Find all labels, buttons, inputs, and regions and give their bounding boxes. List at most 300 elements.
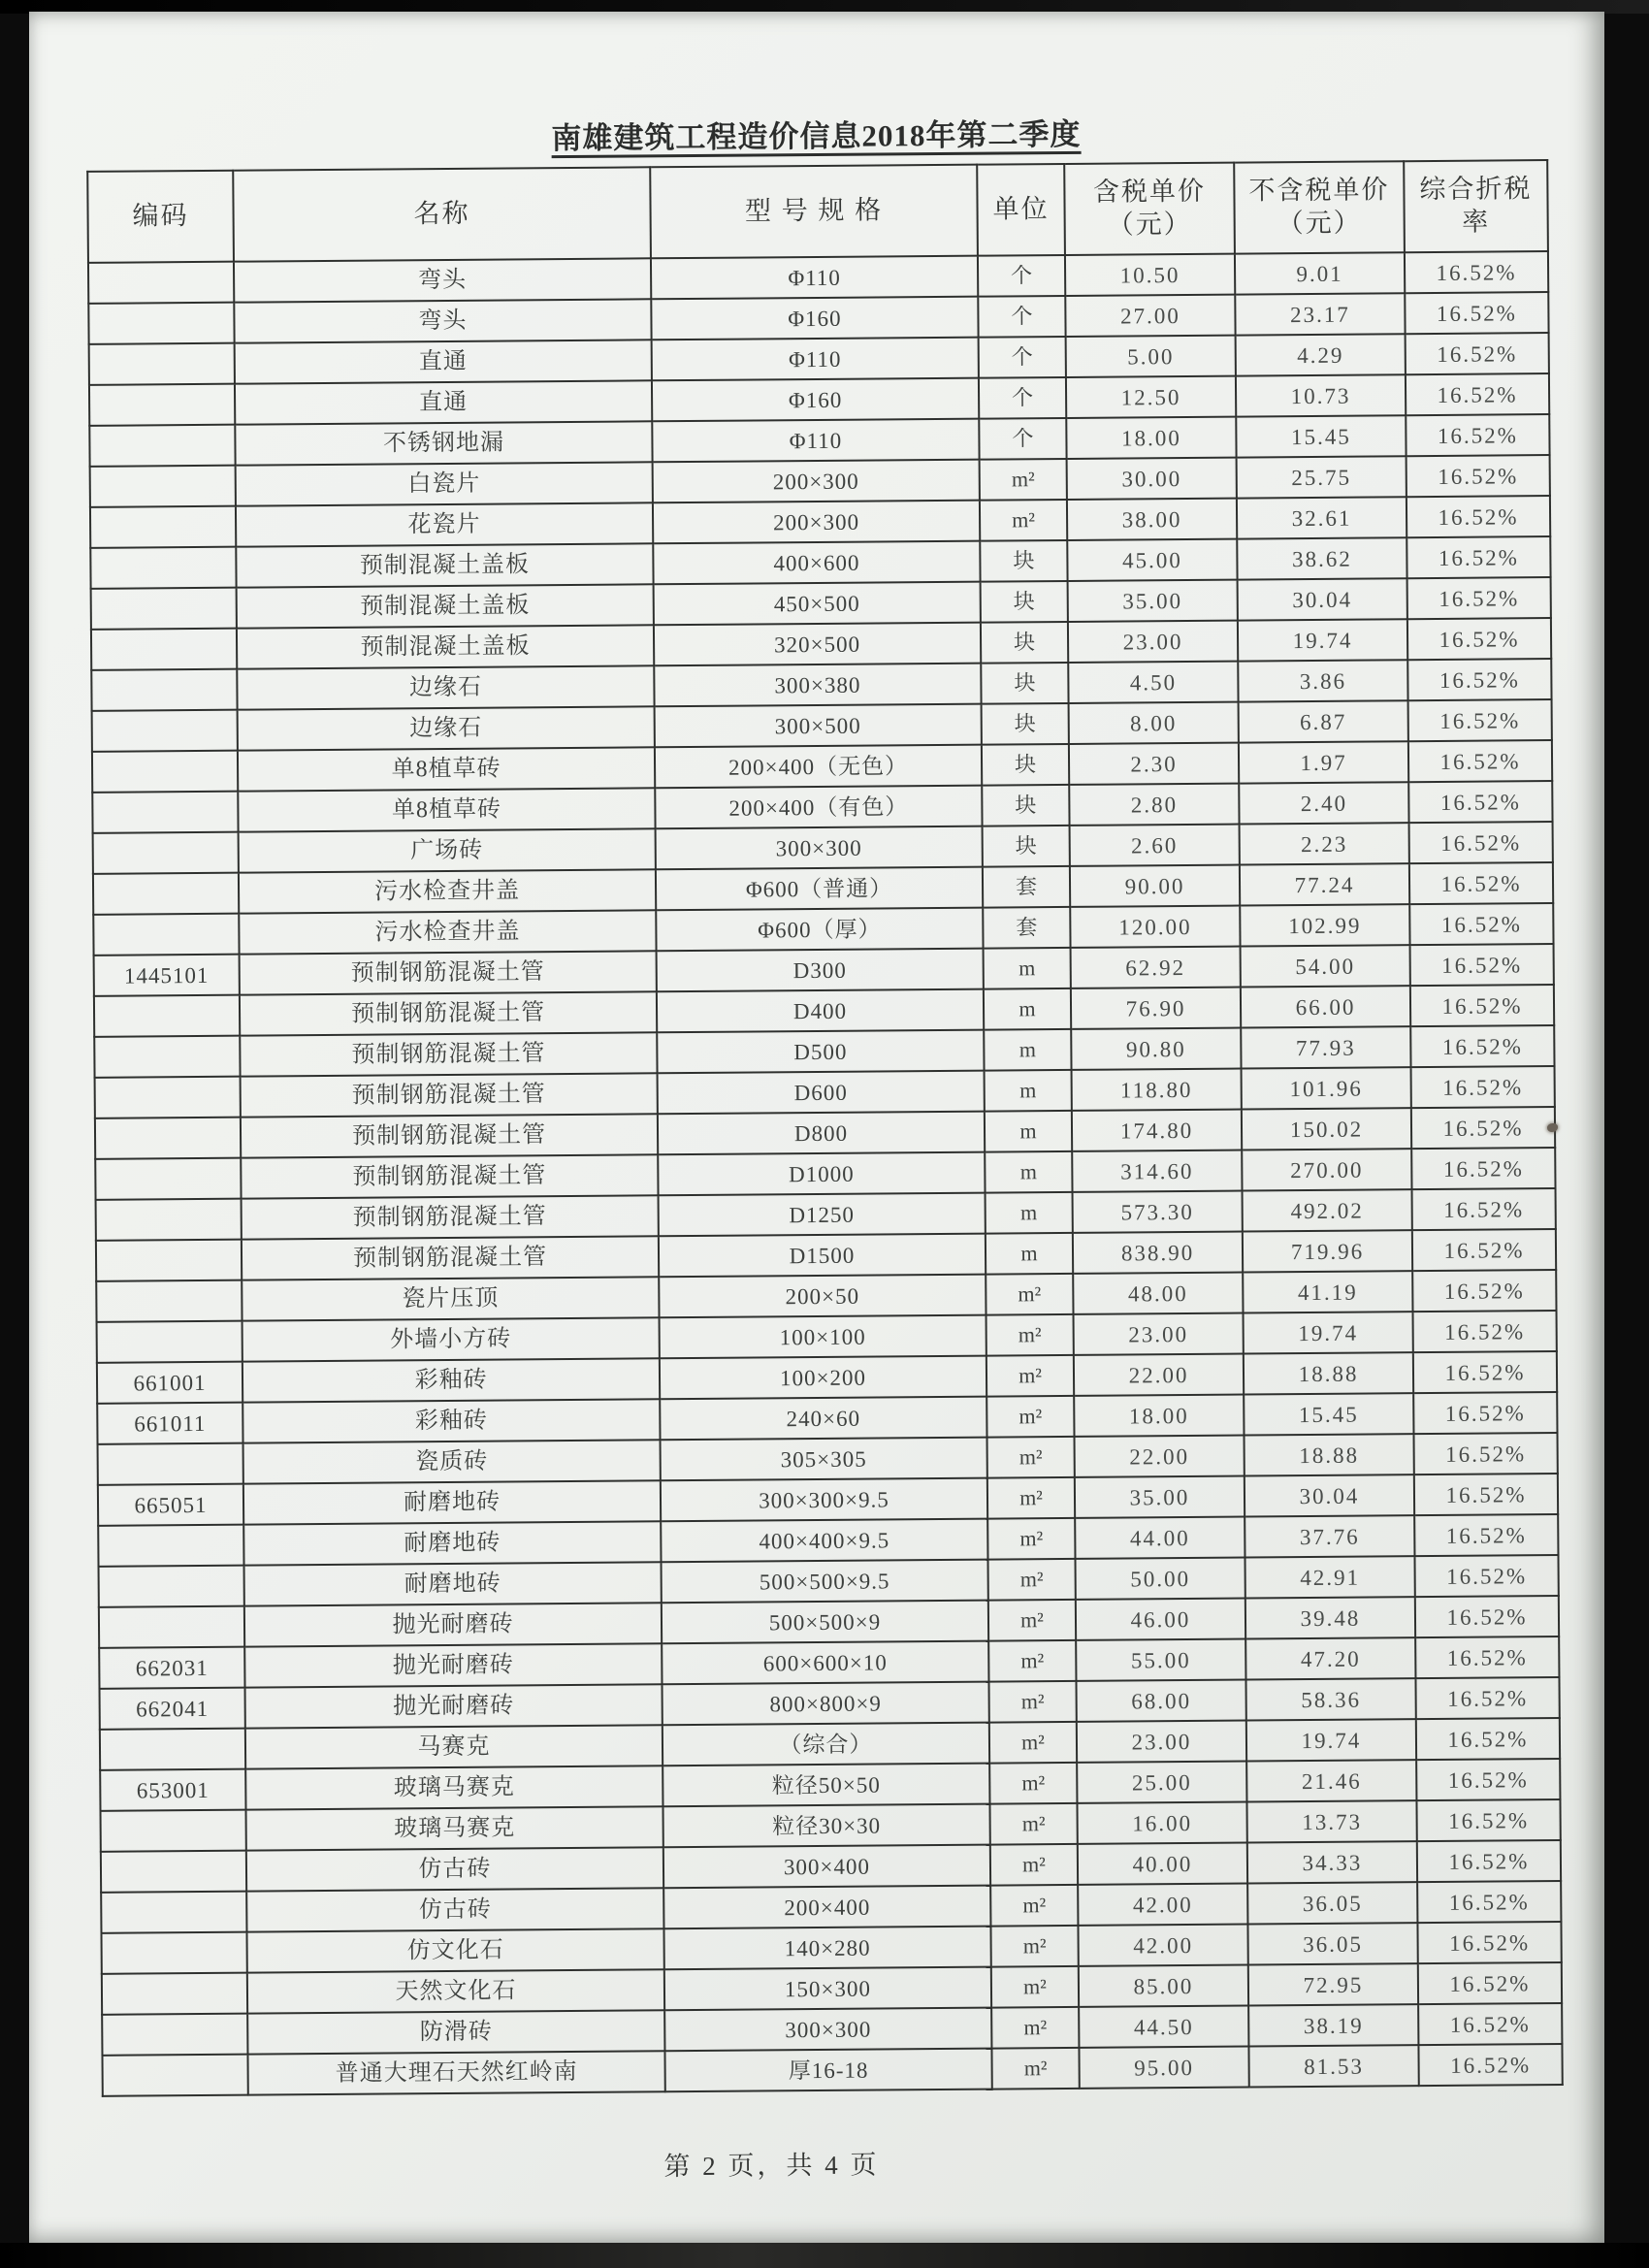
cell-tax-rate: 16.52%	[1417, 1881, 1561, 1923]
cell-price-incl-tax: 50.00	[1075, 1558, 1245, 1600]
cell-unit: 块	[981, 622, 1068, 664]
cell-spec: 240×60	[660, 1397, 986, 1441]
cell-unit: m²	[986, 1274, 1073, 1315]
cell-name: 仿古砖	[246, 1888, 663, 1931]
cell-code: 1445101	[94, 955, 240, 996]
cell-name: 预制钢筋混凝土管	[242, 1195, 659, 1239]
cell-price-excl-tax: 30.04	[1238, 578, 1407, 620]
cell-price-excl-tax: 21.46	[1246, 1760, 1416, 1801]
cell-tax-rate: 16.52%	[1405, 251, 1548, 293]
cell-spec: 300×380	[654, 664, 981, 707]
cell-price-excl-tax: 23.17	[1235, 293, 1405, 335]
cell-spec: （综合）	[663, 1723, 989, 1766]
cell-code	[101, 1851, 246, 1893]
cell-price-incl-tax: 48.00	[1073, 1273, 1243, 1314]
cell-tax-rate: 16.52%	[1413, 1351, 1557, 1393]
cell-unit: m²	[987, 1437, 1075, 1478]
cell-price-incl-tax: 68.00	[1076, 1680, 1245, 1722]
cell-spec: Φ600（普通）	[656, 867, 983, 911]
price-info-table	[86, 159, 1564, 2097]
cell-name: 边缘石	[238, 706, 655, 750]
cell-price-excl-tax: 32.61	[1237, 497, 1406, 538]
cell-name: 预制钢筋混凝土管	[240, 1032, 657, 1076]
cell-tax-rate: 16.52%	[1406, 455, 1550, 497]
cell-tax-rate: 16.52%	[1415, 1636, 1559, 1678]
cell-name: 耐磨地砖	[244, 1562, 662, 1605]
cell-unit: m	[985, 1070, 1072, 1112]
cell-spec: 100×200	[660, 1356, 986, 1400]
cell-name: 防滑砖	[247, 2010, 664, 2054]
cell-price-excl-tax: 492.02	[1243, 1189, 1412, 1231]
cell-spec: D600	[658, 1071, 985, 1115]
cell-tax-rate: 16.52%	[1406, 496, 1550, 537]
cell-code	[91, 629, 237, 670]
cell-tax-rate: 16.52%	[1406, 333, 1549, 374]
cell-code: 661001	[97, 1362, 242, 1404]
cell-unit: m²	[989, 1763, 1077, 1804]
cell-spec: 300×400	[663, 1845, 990, 1889]
cell-tax-rate: 16.52%	[1409, 903, 1553, 945]
cell-price-excl-tax: 39.48	[1245, 1597, 1415, 1638]
cell-price-incl-tax: 30.00	[1067, 458, 1237, 500]
cell-name: 不锈钢地漏	[235, 421, 652, 465]
cell-name: 预制钢筋混凝土管	[241, 1073, 658, 1117]
cell-name: 预制钢筋混凝土管	[241, 1154, 658, 1198]
cell-code	[96, 1240, 242, 1281]
cell-price-excl-tax: 36.05	[1247, 1923, 1417, 1964]
cell-name: 马赛克	[245, 1725, 663, 1768]
cell-tax-rate: 16.52%	[1406, 373, 1549, 415]
cell-price-incl-tax: 46.00	[1076, 1599, 1245, 1640]
cell-tax-rate: 16.52%	[1406, 536, 1550, 578]
cell-name: 普通大理石天然红岭南	[247, 2051, 664, 2094]
cell-code	[89, 425, 235, 467]
page-title: 南雄建筑工程造价信息2018年第二季度	[551, 116, 1082, 156]
cell-name: 玻璃马赛克	[246, 1806, 663, 1850]
cell-price-excl-tax: 42.91	[1245, 1556, 1414, 1598]
cell-price-excl-tax: 719.96	[1243, 1230, 1412, 1272]
cell-tax-rate: 16.52%	[1418, 1962, 1562, 2004]
cell-unit: m	[986, 1233, 1073, 1275]
cell-tax-rate: 16.52%	[1417, 1840, 1561, 1882]
cell-spec: 300×300	[664, 2008, 991, 2052]
header-price-incl-tax: 含税单价 （元）	[1064, 163, 1235, 255]
cell-code	[90, 466, 236, 507]
cell-unit: m²	[989, 1722, 1077, 1764]
cell-name: 彩釉砖	[242, 1358, 660, 1402]
cell-price-incl-tax: 35.00	[1075, 1476, 1245, 1518]
cell-tax-rate: 16.52%	[1406, 414, 1549, 456]
cell-price-incl-tax: 76.90	[1071, 988, 1241, 1029]
cell-tax-rate: 16.52%	[1414, 1474, 1558, 1515]
cell-price-excl-tax: 36.05	[1247, 1882, 1417, 1924]
cell-unit: m²	[990, 1844, 1078, 1886]
cell-spec: 300×300	[656, 826, 983, 870]
cell-code	[91, 588, 237, 630]
cell-spec: 500×500×9	[662, 1601, 988, 1644]
cell-spec: 厚16-18	[664, 2049, 991, 2092]
cell-code	[97, 1321, 242, 1363]
cell-code: 661011	[97, 1403, 242, 1444]
cell-name: 玻璃马赛克	[245, 1766, 663, 1809]
cell-tax-rate: 16.52%	[1408, 781, 1552, 823]
cell-spec: 200×400（无色）	[655, 745, 982, 789]
cell-spec: D400	[657, 989, 984, 1033]
cell-price-excl-tax: 3.86	[1238, 660, 1407, 701]
cell-spec: Φ110	[652, 338, 979, 381]
cell-spec: 300×500	[655, 704, 982, 748]
cell-name: 抛光耐磨砖	[244, 1603, 662, 1646]
cell-tax-rate: 16.52%	[1409, 822, 1553, 863]
cell-unit: m²	[986, 1355, 1074, 1397]
cell-price-excl-tax: 18.88	[1244, 1434, 1413, 1475]
cell-tax-rate: 16.52%	[1418, 2003, 1562, 2045]
cell-price-incl-tax: 2.80	[1069, 784, 1239, 826]
cell-price-incl-tax: 16.00	[1077, 1802, 1246, 1844]
cell-name: 单8植草砖	[238, 788, 655, 831]
cell-name: 白瓷片	[236, 462, 653, 505]
cell-tax-rate: 16.52%	[1412, 1229, 1556, 1271]
cell-tax-rate: 16.52%	[1411, 1066, 1555, 1108]
cell-code	[95, 1077, 241, 1118]
cell-tax-rate: 16.52%	[1414, 1555, 1558, 1597]
cell-price-incl-tax: 174.80	[1072, 1110, 1242, 1151]
cell-code	[93, 873, 239, 915]
cell-code	[101, 1892, 246, 1933]
cell-price-excl-tax: 19.74	[1246, 1719, 1416, 1761]
cell-spec: 200×400	[663, 1886, 990, 1929]
cell-code	[94, 1036, 240, 1078]
header-code: 编码	[87, 171, 234, 263]
cell-tax-rate: 16.52%	[1408, 740, 1552, 782]
cell-code	[102, 1973, 247, 2015]
cell-price-incl-tax: 120.00	[1070, 906, 1240, 948]
cell-tax-rate: 16.52%	[1411, 1148, 1555, 1189]
cell-price-incl-tax: 44.50	[1079, 2006, 1248, 2048]
cell-tax-rate: 16.52%	[1410, 985, 1554, 1026]
cell-name: 弯头	[234, 299, 651, 342]
cell-name: 预制钢筋混凝土管	[241, 1114, 658, 1157]
cell-name: 抛光耐磨砖	[245, 1684, 663, 1728]
cell-code	[91, 669, 237, 711]
cell-price-incl-tax: 27.00	[1065, 295, 1235, 337]
cell-code	[92, 751, 238, 793]
cell-tax-rate: 16.52%	[1415, 1677, 1559, 1719]
cell-unit: 块	[981, 581, 1068, 623]
cell-spec: Φ110	[651, 256, 978, 300]
cell-price-incl-tax: 38.00	[1067, 499, 1237, 540]
cell-code	[102, 2055, 247, 2096]
cell-unit: m	[985, 1111, 1072, 1152]
table-header	[87, 160, 1548, 263]
cell-unit: m²	[991, 2007, 1079, 2049]
cell-unit: m²	[988, 1640, 1076, 1682]
cell-tax-rate: 16.52%	[1415, 1596, 1559, 1637]
cell-price-incl-tax: 40.00	[1078, 1843, 1247, 1885]
cell-unit: m²	[989, 1803, 1077, 1845]
cell-spec: 200×50	[659, 1275, 986, 1318]
cell-unit: 块	[981, 663, 1068, 704]
cell-name: 广场砖	[239, 828, 656, 872]
cell-tax-rate: 16.52%	[1407, 618, 1551, 660]
cell-spec: 300×300×9.5	[661, 1478, 987, 1522]
cell-spec: 粒径30×30	[663, 1804, 989, 1848]
cell-price-incl-tax: 45.00	[1067, 539, 1237, 581]
cell-spec: 140×280	[663, 1927, 990, 1970]
cell-spec: Φ600（厚）	[656, 908, 983, 952]
cell-name: 直通	[235, 380, 652, 424]
cell-tax-rate: 16.52%	[1405, 292, 1548, 334]
cell-spec: Φ160	[652, 378, 979, 422]
cell-price-incl-tax: 4.50	[1068, 662, 1238, 703]
cell-code	[101, 1810, 246, 1852]
cell-name: 预制钢筋混凝土管	[240, 951, 657, 994]
cell-unit: m	[984, 988, 1071, 1030]
cell-price-excl-tax: 77.24	[1240, 863, 1409, 905]
cell-unit: m²	[980, 459, 1067, 501]
cell-unit: 套	[983, 907, 1070, 949]
cell-price-excl-tax: 34.33	[1247, 1841, 1417, 1883]
cell-code	[99, 1566, 244, 1607]
cell-unit: m²	[988, 1681, 1076, 1723]
cell-price-excl-tax: 37.76	[1245, 1515, 1414, 1557]
cell-price-excl-tax: 10.73	[1236, 374, 1406, 416]
cell-price-incl-tax: 25.00	[1077, 1762, 1246, 1803]
cell-name: 仿文化石	[246, 1928, 663, 1972]
cell-price-excl-tax: 101.96	[1242, 1067, 1411, 1109]
cell-price-incl-tax: 10.50	[1065, 254, 1235, 296]
cell-price-incl-tax: 44.00	[1075, 1517, 1245, 1559]
cell-code	[98, 1443, 243, 1485]
cell-spec: 200×300	[653, 501, 980, 544]
cell-price-excl-tax: 6.87	[1239, 700, 1408, 742]
cell-tax-rate: 16.52%	[1409, 862, 1553, 904]
cell-name: 瓷质砖	[243, 1440, 661, 1483]
cell-name: 天然文化石	[247, 1969, 664, 2013]
header-unit: 单位	[977, 164, 1065, 256]
table-body	[88, 251, 1563, 2096]
cell-code	[88, 262, 234, 304]
cell-price-excl-tax: 150.02	[1242, 1108, 1411, 1150]
cell-price-incl-tax: 90.80	[1071, 1028, 1241, 1070]
cell-price-excl-tax: 25.75	[1237, 456, 1406, 498]
cell-tax-rate: 16.52%	[1407, 659, 1551, 700]
cell-code	[93, 832, 239, 874]
cell-unit: m²	[991, 1966, 1079, 2008]
cell-name: 单8植草砖	[238, 747, 655, 791]
header-tax-rate: 综合折税 率	[1404, 160, 1548, 252]
cell-code	[89, 343, 235, 385]
cell-unit: 套	[983, 866, 1070, 908]
cell-name: 预制钢筋混凝土管	[240, 991, 657, 1035]
cell-price-incl-tax: 85.00	[1079, 1965, 1248, 2007]
cell-tax-rate: 16.52%	[1407, 577, 1551, 619]
cell-price-incl-tax: 18.00	[1066, 417, 1236, 459]
paper-page	[29, 12, 1604, 2245]
cell-price-incl-tax: 62.92	[1071, 947, 1241, 988]
cell-code: 662031	[99, 1647, 244, 1689]
cell-tax-rate: 16.52%	[1414, 1514, 1558, 1556]
cell-unit: m²	[987, 1518, 1075, 1560]
cell-unit: m²	[980, 500, 1067, 541]
cell-spec: 200×300	[653, 460, 980, 503]
cell-unit: 个	[979, 377, 1066, 419]
cell-code	[92, 710, 238, 752]
cell-tax-rate: 16.52%	[1408, 699, 1552, 741]
page-content	[20, 6, 1613, 2252]
cell-tax-rate: 16.52%	[1418, 2044, 1562, 2086]
cell-tax-rate: 16.52%	[1413, 1392, 1557, 1434]
cell-price-incl-tax: 573.30	[1073, 1191, 1243, 1233]
header-price-excl-tax: 不含税单价 （元）	[1234, 161, 1405, 253]
cell-code	[89, 384, 235, 426]
cell-price-excl-tax: 66.00	[1241, 986, 1410, 1027]
cell-name: 瓷片压顶	[242, 1277, 659, 1320]
cell-price-excl-tax: 13.73	[1246, 1800, 1416, 1842]
cell-price-incl-tax: 22.00	[1075, 1436, 1245, 1477]
cell-price-excl-tax: 270.00	[1242, 1149, 1411, 1190]
cell-unit: 个	[979, 418, 1066, 460]
cell-price-excl-tax: 54.00	[1241, 945, 1410, 987]
cell-price-excl-tax: 77.93	[1241, 1026, 1410, 1068]
cell-name: 耐磨地砖	[243, 1521, 661, 1565]
cell-price-incl-tax: 18.00	[1074, 1395, 1244, 1437]
cell-spec: 320×500	[654, 623, 981, 666]
cell-tax-rate: 16.52%	[1410, 944, 1554, 986]
cell-tax-rate: 16.52%	[1413, 1433, 1557, 1474]
cell-price-incl-tax: 838.90	[1073, 1232, 1243, 1274]
cell-tax-rate: 16.52%	[1412, 1270, 1556, 1312]
cell-spec: Φ160	[651, 297, 978, 340]
cell-code	[90, 547, 236, 589]
cell-name: 花瓷片	[236, 502, 653, 546]
header-name: 名称	[233, 167, 651, 261]
cell-spec: 500×500×9.5	[662, 1560, 988, 1604]
cell-code	[100, 1729, 245, 1770]
cell-code	[95, 1158, 241, 1200]
cell-name: 耐磨地砖	[243, 1480, 661, 1524]
cell-spec: 200×400（有色）	[655, 786, 982, 829]
cell-price-incl-tax: 42.00	[1078, 1884, 1247, 1926]
cell-price-excl-tax: 19.74	[1238, 619, 1407, 661]
cell-unit: 块	[982, 744, 1069, 786]
cell-unit: m²	[988, 1600, 1076, 1641]
cell-unit: 个	[978, 255, 1065, 297]
cell-code	[101, 1932, 246, 1974]
cell-spec: D800	[658, 1112, 985, 1155]
cell-code	[98, 1525, 243, 1567]
cell-spec: D500	[657, 1030, 984, 1074]
cell-spec: 450×500	[654, 582, 981, 626]
cell-code	[96, 1280, 242, 1322]
cell-unit: m	[984, 948, 1071, 989]
cell-spec: 粒径50×50	[663, 1764, 989, 1807]
cell-price-incl-tax: 23.00	[1068, 621, 1238, 663]
cell-price-incl-tax: 2.30	[1069, 743, 1239, 785]
cell-unit: m²	[990, 1926, 1078, 1967]
cell-price-excl-tax: 19.74	[1244, 1312, 1413, 1353]
cell-price-excl-tax: 38.62	[1237, 537, 1406, 579]
cell-unit: m²	[990, 1885, 1078, 1927]
cell-price-incl-tax: 5.00	[1066, 336, 1236, 377]
cell-tax-rate: 16.52%	[1417, 1922, 1561, 1963]
cell-spec: 400×600	[653, 541, 980, 585]
cell-price-excl-tax: 9.01	[1235, 252, 1405, 294]
cell-price-excl-tax: 30.04	[1245, 1474, 1414, 1516]
cell-name: 彩釉砖	[242, 1399, 660, 1442]
cell-price-excl-tax: 1.97	[1239, 741, 1408, 783]
cell-price-incl-tax: 118.80	[1072, 1069, 1242, 1111]
cell-unit: 块	[983, 826, 1070, 867]
cell-unit: m²	[987, 1477, 1075, 1519]
cell-price-excl-tax: 72.95	[1248, 1963, 1418, 2005]
cell-unit: m²	[986, 1314, 1074, 1356]
cell-code	[92, 792, 238, 833]
cell-tax-rate: 16.52%	[1412, 1188, 1556, 1230]
cell-spec: Φ110	[652, 419, 979, 463]
cell-price-excl-tax: 102.99	[1240, 904, 1409, 946]
cell-code: 653001	[100, 1769, 245, 1811]
cell-code	[88, 303, 234, 344]
cell-unit: m	[984, 1029, 1071, 1071]
page-number-footer: 第 2 页，共 4 页	[663, 2150, 880, 2182]
cell-unit: 块	[980, 540, 1067, 582]
cell-unit: m	[985, 1151, 1072, 1193]
cell-spec: 100×100	[660, 1315, 986, 1359]
cell-code: 662041	[100, 1688, 245, 1730]
cell-code	[96, 1199, 242, 1241]
cell-price-excl-tax: 81.53	[1248, 2045, 1418, 2087]
cell-spec: D300	[657, 949, 984, 992]
cell-name: 边缘石	[237, 665, 654, 709]
cell-tax-rate: 16.52%	[1416, 1718, 1560, 1760]
cell-name: 仿古砖	[246, 1847, 663, 1891]
cell-price-excl-tax: 58.36	[1245, 1678, 1415, 1720]
scan-artifact-speck	[1547, 1123, 1558, 1132]
cell-tax-rate: 16.52%	[1416, 1759, 1560, 1800]
header-spec: 型 号 规 格	[650, 165, 978, 259]
cell-unit: 个	[978, 296, 1065, 338]
cell-price-incl-tax: 35.00	[1068, 580, 1238, 622]
cell-name: 直通	[235, 340, 652, 383]
cell-price-incl-tax: 55.00	[1076, 1639, 1245, 1681]
cell-name: 预制混凝土盖板	[236, 543, 653, 587]
cell-unit: 个	[979, 337, 1066, 378]
cell-price-incl-tax: 95.00	[1079, 2047, 1248, 2089]
cell-spec: 150×300	[664, 1967, 991, 2011]
cell-price-excl-tax: 2.40	[1239, 782, 1408, 824]
cell-name: 污水检查井盖	[239, 869, 656, 913]
cell-tax-rate: 16.52%	[1416, 1799, 1560, 1841]
cell-name: 预制混凝土盖板	[237, 625, 654, 668]
cell-spec: 400×400×9.5	[661, 1519, 987, 1563]
cell-spec: D1250	[659, 1193, 986, 1237]
cell-price-incl-tax: 12.50	[1066, 376, 1236, 418]
cell-price-incl-tax: 23.00	[1077, 1721, 1246, 1763]
cell-tax-rate: 16.52%	[1413, 1311, 1557, 1352]
cell-unit: 块	[982, 785, 1069, 826]
cell-spec: 305×305	[661, 1438, 987, 1481]
cell-unit: m²	[991, 2048, 1079, 2090]
cell-code	[95, 1118, 241, 1159]
cell-name: 预制混凝土盖板	[237, 584, 654, 628]
cell-code	[90, 506, 236, 548]
cell-price-excl-tax: 15.45	[1244, 1393, 1413, 1435]
cell-name: 外墙小方砖	[242, 1317, 660, 1361]
cell-price-excl-tax: 18.88	[1244, 1352, 1413, 1394]
cell-name: 污水检查井盖	[239, 910, 656, 954]
cell-unit: 块	[982, 703, 1069, 745]
